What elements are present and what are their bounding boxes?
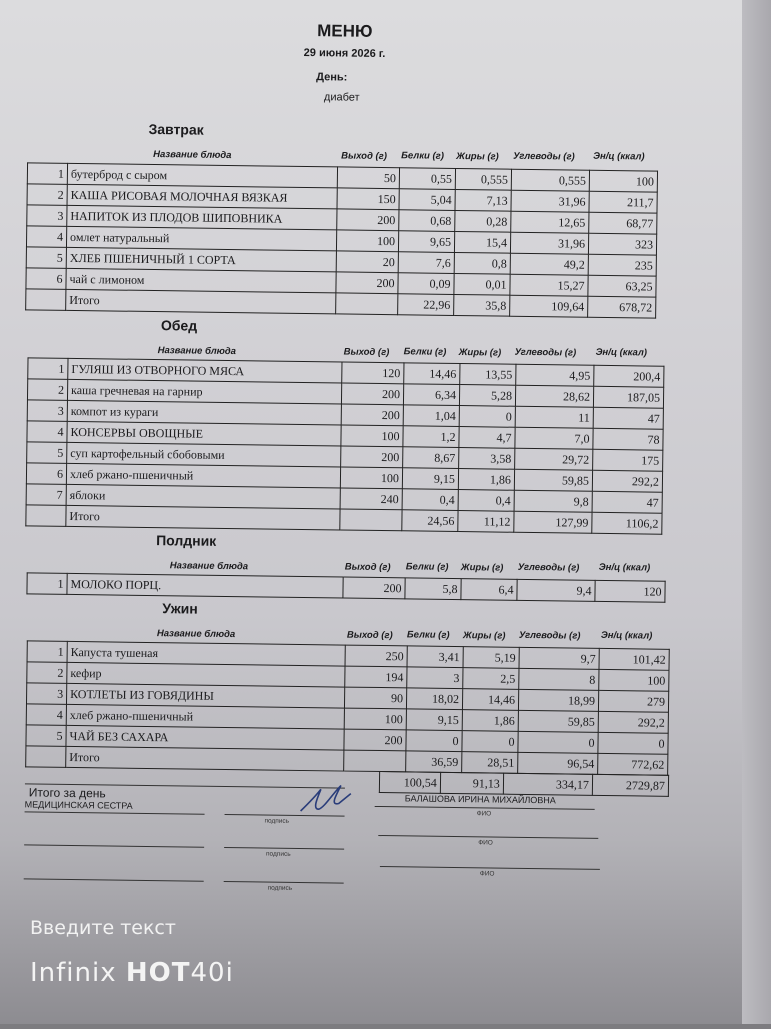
energy-value: 200,4	[594, 365, 664, 387]
total-label: Итого	[66, 289, 336, 314]
dish-name: КОТЛЕТЫ ИЗ ГОВЯДИНЫ	[66, 683, 344, 708]
row-number: 4	[26, 226, 66, 248]
output-value: 50	[337, 167, 399, 189]
column-header-fat: Жиры (г)	[458, 347, 502, 359]
dish-name: ЧАЙ БЕЗ САХАРА	[66, 725, 344, 750]
carbs-value: 4,95	[516, 364, 594, 386]
energy-value: 47	[593, 407, 663, 429]
carbs-value: 49,2	[510, 253, 588, 275]
carbs-value: 15,27	[510, 274, 588, 296]
fio-caption: ФИО	[479, 870, 495, 878]
day-value: диабет	[323, 91, 360, 104]
dish-name: МОЛОКО ПОРЦ.	[67, 573, 343, 598]
dish-name: каша гречневая на гарнир	[67, 379, 341, 404]
meal-title: Полдник	[156, 532, 217, 549]
total-empty	[26, 289, 66, 311]
column-header-protein: Белки (г)	[406, 629, 450, 641]
sign-line	[224, 881, 344, 884]
carbs-value: 59,85	[514, 469, 592, 491]
row-number: 1	[27, 573, 67, 595]
column-header-protein: Белки (г)	[403, 346, 447, 358]
watermark-model-number: 40i	[190, 958, 234, 988]
output-value: 100	[344, 708, 406, 730]
protein-value: 0,68	[399, 210, 455, 232]
column-header-protein: Белки (г)	[405, 561, 449, 573]
day-total-energy: 2729,87	[592, 774, 668, 796]
dish-name: кефир	[67, 662, 345, 687]
column-header-protein: Белки (г)	[401, 150, 444, 162]
column-header-fat: Жиры (г)	[460, 562, 504, 574]
total-protein: 22,96	[398, 294, 454, 316]
protein-value: 9,15	[406, 709, 462, 731]
carbs-value: 8	[519, 668, 599, 690]
total-empty	[26, 746, 66, 768]
row-number: 2	[27, 662, 67, 684]
fat-value: 13,55	[460, 364, 516, 386]
camera-watermark	[30, 958, 234, 988]
energy-value: 211,7	[589, 191, 657, 213]
lunch-table	[25, 357, 664, 534]
output-value: 20	[336, 251, 398, 273]
fat-value: 4,7	[459, 427, 515, 449]
protein-value: 0,55	[399, 168, 455, 190]
row-number: 3	[26, 683, 66, 705]
row-number: 1	[27, 163, 67, 185]
row-number: 5	[26, 725, 66, 747]
column-header-energy: Эн/ц (ккал)	[593, 150, 645, 163]
output-value: 100	[336, 230, 398, 252]
column-header-energy: Эн/ц (ккал)	[600, 629, 653, 642]
output-value: 200	[344, 729, 406, 751]
row-number: 2	[27, 379, 67, 401]
output-value: 120	[342, 362, 404, 384]
dish-name: хлеб ржано-пшеничный	[66, 463, 340, 488]
energy-value: 63,25	[588, 275, 656, 297]
output-value: 90	[344, 687, 406, 709]
energy-value: 0	[598, 732, 668, 754]
meal-title: Ужин	[162, 600, 198, 617]
dish-name: суп картофельный сбобовыми	[67, 442, 341, 467]
dish-name: ХЛЕБ ПШЕНИЧНЫЙ 1 СОРТА	[66, 247, 336, 272]
carbs-value: 29,72	[515, 448, 593, 470]
column-header-energy: Эн/ц (ккал)	[595, 346, 648, 359]
protein-value: 5,8	[405, 578, 461, 600]
fat-value: 6,4	[461, 579, 517, 601]
energy-value: 47	[592, 491, 662, 513]
carbs-value: 0,555	[511, 169, 589, 191]
table-row	[27, 573, 665, 602]
watermark-model: HOT	[125, 958, 191, 988]
total-carbs: 96,54	[518, 752, 598, 774]
total-fat: 28,51	[462, 752, 518, 774]
row-number: 5	[26, 247, 66, 269]
protein-value: 9,65	[398, 231, 454, 253]
protein-value: 0	[406, 730, 462, 752]
row-number: 2	[27, 184, 67, 206]
day-total-carbs: 334,17	[503, 773, 592, 795]
day-total-label: Итого за день	[28, 785, 106, 801]
energy-value: 175	[593, 449, 663, 471]
dish-name: Капуста тушеная	[67, 641, 345, 666]
carbs-value: 59,85	[518, 710, 598, 732]
fio-caption: ФИО	[478, 839, 493, 847]
total-energy: 678,72	[588, 296, 656, 318]
protein-value: 1,2	[403, 426, 459, 448]
carbs-value: 12,65	[511, 211, 589, 233]
sign-line	[380, 866, 600, 870]
column-header-carbs: Углеводы (г)	[517, 561, 580, 574]
energy-value: 187,05	[593, 386, 663, 408]
column-header-name: Название блюда	[153, 149, 232, 162]
protein-value: 5,04	[399, 189, 455, 211]
total-protein: 36,59	[406, 751, 462, 773]
fat-value: 0	[459, 406, 515, 428]
dish-name: чай с лимоном	[66, 268, 336, 293]
fat-value: 2,5	[463, 668, 519, 690]
column-header-fat: Жиры (г)	[456, 150, 499, 163]
column-header-name: Название блюда	[169, 560, 249, 573]
total-empty	[336, 293, 398, 315]
protein-value: 14,46	[404, 363, 460, 385]
output-value: 100	[341, 425, 403, 447]
watermark-brand: Infinix	[30, 958, 117, 988]
fat-value: 0	[462, 731, 518, 753]
fat-value: 0,01	[454, 273, 510, 295]
protein-value: 3,41	[407, 646, 463, 668]
protein-value: 0,4	[402, 489, 458, 511]
day-total-row	[379, 772, 668, 797]
total-carbs: 127,99	[514, 511, 592, 533]
output-value: 100	[340, 467, 402, 489]
protein-value: 6,34	[403, 384, 459, 406]
fat-value: 0,555	[455, 168, 511, 190]
total-carbs: 109,64	[510, 295, 588, 317]
fat-value: 0,28	[455, 210, 511, 232]
fat-value: 1,86	[458, 469, 514, 491]
carbs-value: 9,4	[517, 579, 595, 601]
carbs-value: 0	[518, 731, 598, 753]
sign-line	[378, 835, 598, 839]
energy-value: 100	[599, 669, 669, 691]
nurse-line	[25, 811, 205, 814]
carbs-value: 31,96	[510, 232, 588, 254]
text-input-hint[interactable]: Введите текст	[30, 917, 176, 939]
total-label: Итого	[66, 505, 340, 530]
nurse-label: МЕДИЦИНСКАЯ СЕСТРА	[24, 799, 133, 811]
carbs-value: 9,8	[514, 490, 592, 512]
energy-value: 120	[595, 580, 665, 602]
total-protein: 24,56	[402, 510, 458, 532]
snack-table	[26, 572, 665, 602]
nurse-name: БАЛАШОВА ИРИНА МИХАЙЛОВНА	[404, 793, 556, 806]
protein-value: 0,09	[398, 273, 454, 295]
handwritten-signature	[295, 779, 356, 820]
column-header-fat: Жиры (г)	[462, 630, 506, 642]
energy-value: 292,2	[592, 470, 662, 492]
column-header-carbs: Углеводы (г)	[514, 346, 577, 359]
day-total-protein: 100,54	[379, 772, 440, 794]
output-value: 250	[345, 645, 407, 667]
column-header-output: Выход (г)	[341, 150, 387, 163]
output-value: 150	[337, 188, 399, 210]
row-number: 1	[28, 358, 68, 380]
page-title: МЕНЮ	[317, 21, 373, 41]
fat-value: 3,58	[459, 448, 515, 470]
total-fat: 11,12	[458, 511, 514, 533]
row-number: 4	[27, 421, 67, 443]
dish-name: НАПИТОК ИЗ ПЛОДОВ ШИПОВНИКА	[67, 205, 337, 230]
signature-caption: подпись	[266, 850, 291, 858]
total-label: Итого	[66, 746, 344, 771]
dish-name: КАША РИСОВАЯ МОЛОЧНАЯ ВЯЗКАЯ	[67, 184, 337, 209]
column-header-carbs: Углеводы (г)	[513, 150, 575, 163]
total-energy: 772,62	[598, 753, 668, 775]
energy-value: 78	[593, 428, 663, 450]
fat-value: 5,19	[463, 647, 519, 669]
sign-line	[24, 844, 204, 847]
output-value: 200	[341, 404, 403, 426]
dish-name: яблоки	[66, 484, 340, 509]
protein-value: 3	[407, 667, 463, 689]
meal-title: Обед	[160, 317, 198, 334]
column-header-output: Выход (г)	[343, 346, 390, 359]
protein-value: 8,67	[403, 447, 459, 469]
row-number: 1	[27, 641, 67, 663]
carbs-value: 31,96	[511, 190, 589, 212]
dinner-table	[25, 640, 670, 775]
menu-date: 29 июня 2026 г.	[303, 46, 386, 61]
signature-caption: подпись	[267, 884, 293, 892]
column-header-name: Название блюда	[156, 628, 236, 641]
fat-value: 15,4	[454, 231, 510, 253]
column-header-name: Название блюда	[157, 345, 236, 358]
column-header-output: Выход (г)	[344, 561, 391, 574]
day-label: День:	[316, 71, 348, 84]
protein-value: 7,6	[398, 252, 454, 274]
total-empty	[26, 505, 66, 527]
row-number: 6	[26, 268, 66, 290]
protein-value: 1,04	[403, 405, 459, 427]
day-total-fat: 91,13	[440, 772, 503, 794]
energy-value: 292,2	[598, 711, 668, 733]
sign-line	[224, 847, 344, 850]
output-value: 240	[340, 488, 402, 510]
dish-name: компот из кураги	[67, 400, 341, 425]
energy-value: 235	[588, 254, 656, 276]
fat-value: 5,28	[459, 385, 515, 407]
total-empty	[340, 509, 402, 531]
energy-value: 68,77	[589, 212, 657, 234]
fat-value: 1,86	[462, 710, 518, 732]
fat-value: 14,46	[462, 689, 518, 711]
row-number: 7	[26, 484, 66, 506]
fat-value: 7,13	[455, 189, 511, 211]
row-number: 3	[27, 400, 67, 422]
column-header-energy: Эн/ц (ккал)	[598, 561, 651, 574]
carbs-value: 7,0	[515, 427, 593, 449]
dish-name: бутерброд с сыром	[67, 163, 337, 188]
carbs-value: 18,99	[518, 689, 598, 711]
protein-value: 18,02	[406, 688, 462, 710]
energy-value: 279	[598, 690, 668, 712]
row-number: 3	[27, 205, 67, 227]
meal-title: Завтрак	[148, 120, 204, 138]
column-header-carbs: Углеводы (г)	[518, 629, 581, 642]
row-number: 6	[26, 463, 66, 485]
dish-name: хлеб ржано-пшеничный	[66, 704, 344, 729]
fat-value: 0,8	[454, 252, 510, 274]
output-value: 200	[343, 577, 405, 599]
total-empty	[344, 750, 406, 772]
protein-value: 9,15	[402, 468, 458, 490]
dish-name: ГУЛЯШ ИЗ ОТВОРНОГО МЯСА	[68, 358, 342, 383]
row-number: 5	[27, 442, 67, 464]
carbs-value: 9,7	[519, 647, 599, 669]
row-number: 4	[26, 704, 66, 726]
dish-name: омлет натуральный	[66, 226, 336, 251]
breakfast-table	[25, 162, 658, 318]
energy-value: 100	[589, 170, 657, 192]
output-value: 200	[341, 446, 403, 468]
carbs-value: 28,62	[515, 385, 593, 407]
output-value: 194	[345, 666, 407, 688]
total-fat: 35,8	[454, 294, 510, 316]
output-value: 200	[337, 209, 399, 231]
fat-value: 0,4	[458, 490, 514, 512]
sign-line	[24, 878, 204, 881]
dish-name: КОНСЕРВЫ ОВОЩНЫЕ	[67, 421, 341, 446]
fio-caption: ФИО	[476, 810, 492, 818]
signature-caption: подпись	[264, 817, 290, 825]
output-value: 200	[336, 272, 398, 294]
output-value: 200	[341, 383, 403, 405]
total-energy: 1106,2	[592, 512, 662, 534]
carbs-value: 11	[515, 406, 593, 428]
energy-value: 101,42	[599, 648, 669, 670]
energy-value: 323	[588, 233, 656, 255]
column-header-output: Выход (г)	[346, 629, 393, 642]
name-line	[375, 806, 595, 810]
